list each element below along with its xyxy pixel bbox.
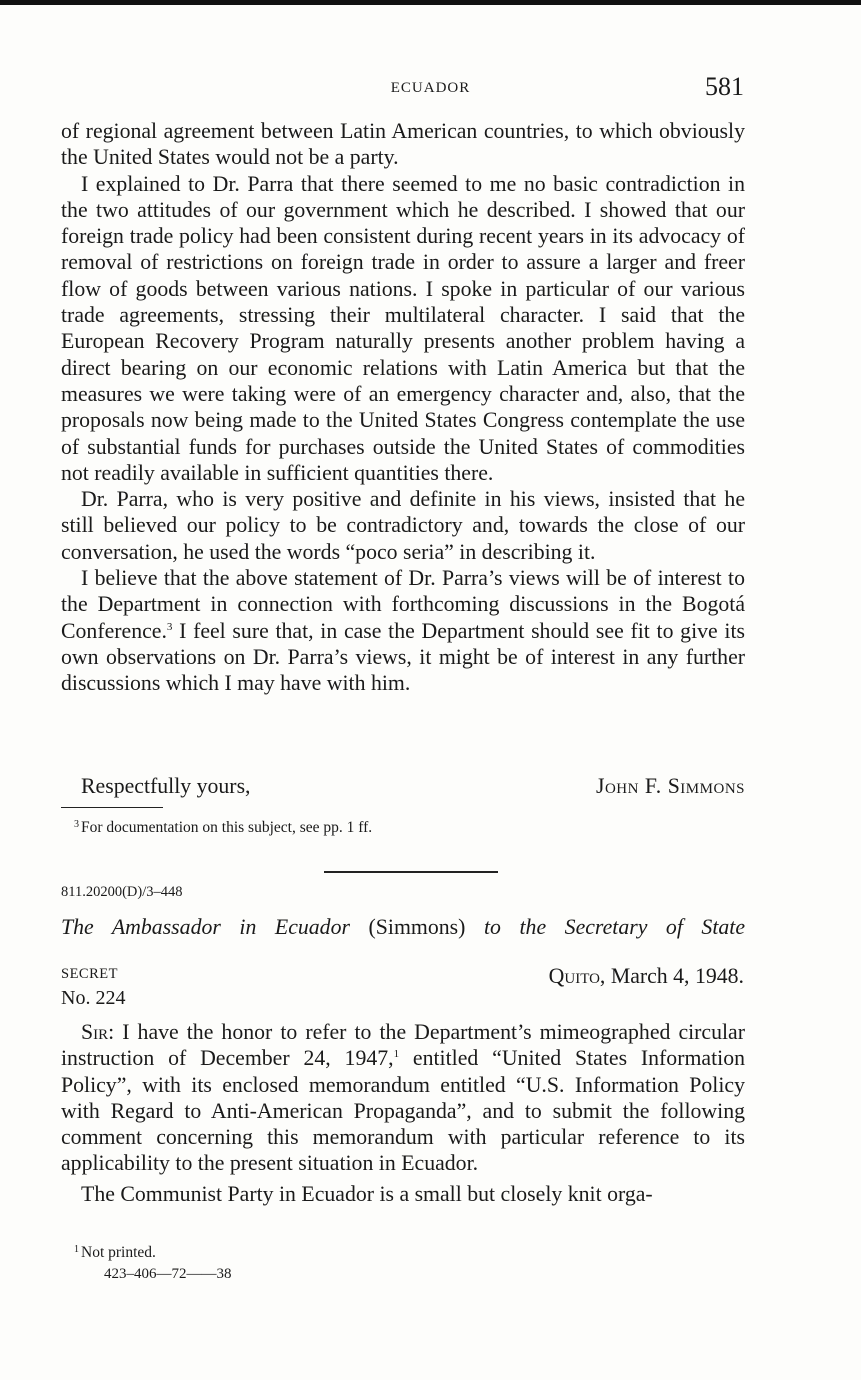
footnote-marker: 1 — [74, 1244, 79, 1255]
file-number: 811.20200(D)/3–448 — [61, 884, 183, 900]
letter-paragraph: I explained to Dr. Parra that there seemed to me no basic contradiction in the two attitudes of our government which he described. I showed that our foreign trade policy had been consistent during recent years in its advocacy of removal of restrictions on foreign trade in order to assure a larger and freer flow of goods between various nations. I spoke in particular of our various trade agreements, stressing their multilateral character. I said that the European Recovery Program naturally presents another problem having a direct bearing on our economic relations with Latin America but that the measures we were taking were of an emergency character and, also, that the proposals now being made to the United States Congress contemplate the use of substantial funds for purchases outside the United States of commodities not readily available in sufficient quantities there. — [61, 171, 745, 485]
despatch-number: No. 224 — [61, 987, 126, 1009]
despatch-paragraph: The Communist Party in Ecuador is a small but closely knit orga- — [81, 1181, 653, 1206]
footnote — [74, 819, 372, 837]
signature: John F. Simmons — [595, 774, 745, 798]
letter-body — [61, 118, 745, 697]
despatch-body — [61, 1019, 745, 1207]
paragraph-text: entitled “United States Information Policy”, with its enclosed memorandum entitled “U.S. Information Policy with Regard to Anti-American Propaganda”, and to submit the following comment concerning this memorandum with particular reference to its applicability to the present situation in Ecuador. — [61, 1046, 745, 1176]
footnote-text: For documentation on this subject, see pp. 1 ff. — [81, 819, 373, 836]
letter-paragraph: Dr. Parra, who is very positive and definite in his views, insisted that he still believed our policy to be contradictory and, towards the close of our conversation, he used the words “poco seria” in describing it. — [61, 487, 745, 564]
page-number: 581 — [705, 72, 744, 101]
section-divider — [324, 871, 498, 873]
dateline-city: Quito — [548, 964, 600, 988]
footnote — [74, 1244, 156, 1262]
complimentary-close: Respectfully yours, — [81, 774, 251, 798]
letter-paragraph — [61, 565, 745, 696]
paragraph-text: : I have the honor to refer to the Department’s mimeographed circular instruction of December 24, 1947, — [61, 1020, 745, 1071]
footnote-marker: 3 — [74, 819, 79, 830]
dateline-date: , March 4, 1948. — [599, 964, 744, 988]
heading-name: (Simmons) — [368, 915, 466, 939]
running-title: ECUADOR — [390, 80, 471, 96]
print-code: 423–406—72——38 — [104, 1266, 232, 1282]
heading-text: to the Secretary of State — [483, 915, 746, 939]
footnote-rule — [61, 807, 163, 808]
despatch-paragraph — [61, 1019, 745, 1177]
footnote-text: Not printed. — [81, 1244, 156, 1261]
document-heading — [61, 915, 745, 940]
letter-closing — [61, 774, 745, 802]
footnote-reference: 3 — [166, 620, 173, 633]
paragraph-text: I feel sure that, in case the Department should see fit to give its own observations on Dr. Parra’s views, it might be of interest in any further discussions which I may have with him. — [61, 618, 745, 696]
dateline — [549, 964, 744, 989]
footnote-reference: 1 — [393, 1048, 400, 1061]
letter-paragraph: of regional agreement between Latin American countries, to which obviously the United States would not be a party. — [61, 119, 745, 170]
paragraph-text: I believe that the above statement of Dr. Parra’s views will be of interest to the Department in connection with forthcoming discussions in the Bogotá Conference. — [61, 566, 745, 643]
running-head — [0, 72, 861, 102]
heading-text: The Ambassador in Ecuador — [61, 915, 350, 939]
classification-label: SECRET — [61, 966, 118, 982]
page-top-rule — [0, 0, 861, 5]
salutation: Sir — [81, 1020, 109, 1044]
